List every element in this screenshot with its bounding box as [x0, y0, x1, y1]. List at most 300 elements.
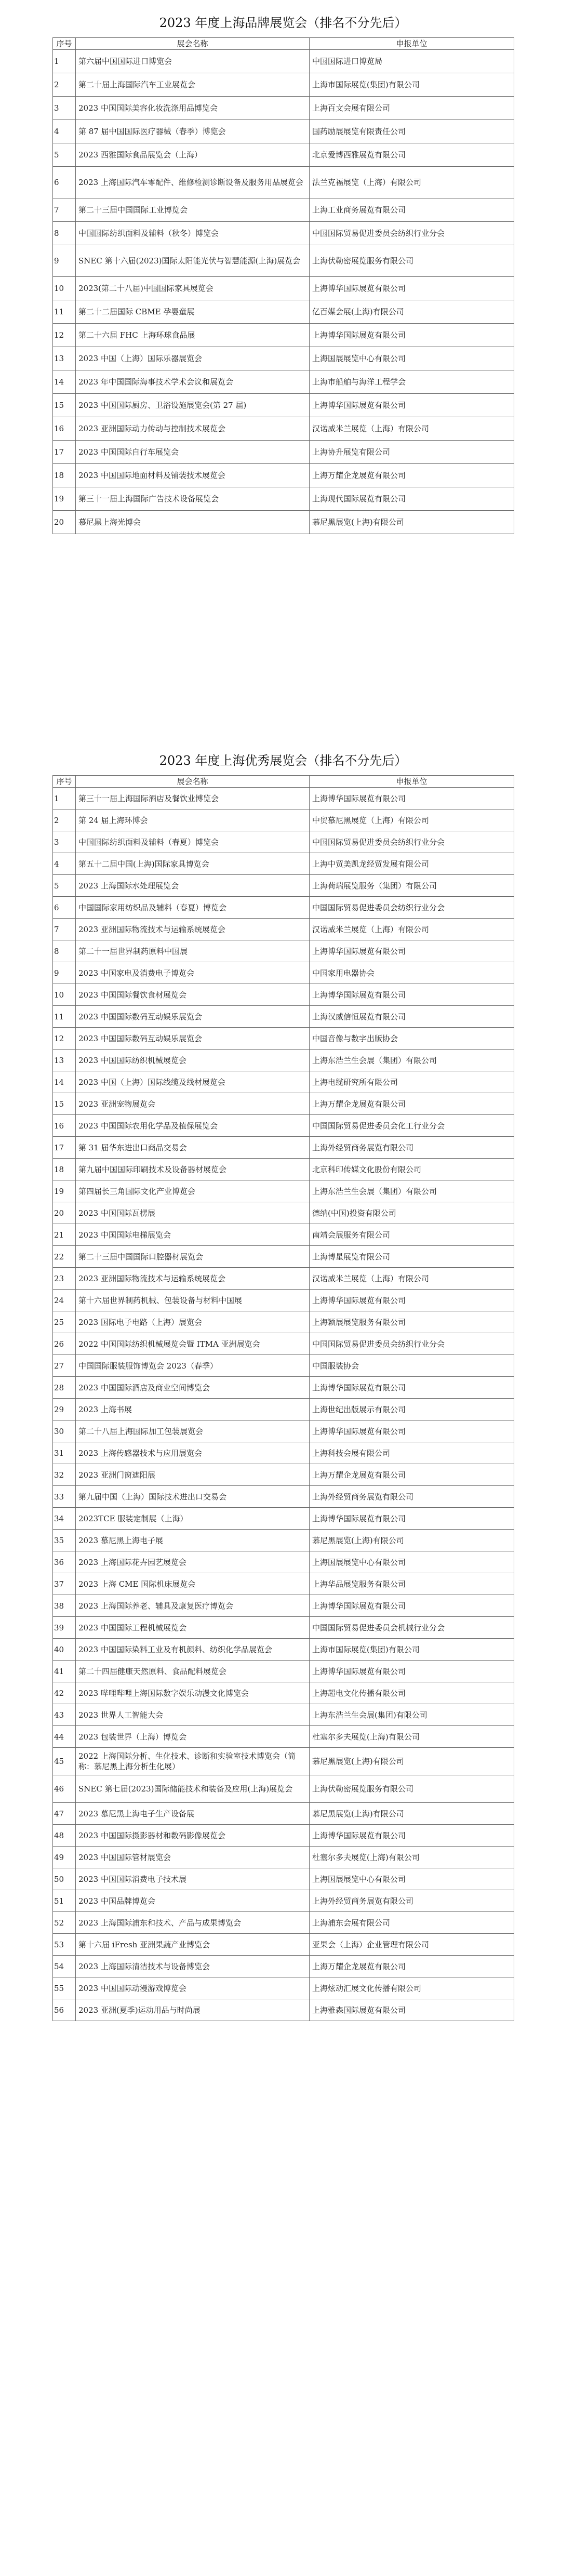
exhibition-name: 第三十一届上海国际酒店及餐饮业博览会: [76, 788, 310, 809]
table-row: [53, 1333, 514, 1355]
brand-exhibition-section: [52, 16, 514, 534]
exhibition-name: 2023 中国国际地面材料及铺装技术展览会: [76, 464, 310, 487]
table-row: [53, 167, 514, 198]
exhibition-name: 2023 中国（上海）国际线缆及线材展览会: [76, 1071, 310, 1093]
exhibition-name: 2023 上海国际汽车零配件、维修检测诊断设备及服务用品展览会: [76, 167, 310, 198]
table-row: [53, 1290, 514, 1311]
row-number: 16: [53, 1115, 76, 1137]
applicant-name: 上海市国际展览(集团)有限公司: [310, 73, 514, 97]
row-number: 54: [53, 1956, 76, 1977]
row-number: 39: [53, 1617, 76, 1639]
row-number: 25: [53, 1311, 76, 1333]
row-number: 53: [53, 1934, 76, 1956]
table-row: [53, 1999, 514, 2021]
row-number: 33: [53, 1486, 76, 1508]
row-number: 8: [53, 222, 76, 245]
header-exhibition-name: 展会名称: [76, 38, 310, 50]
row-number: 9: [53, 245, 76, 277]
row-number: 56: [53, 1999, 76, 2021]
table-row: [53, 1028, 514, 1050]
applicant-name: 上海博华国际展览有限公司: [310, 1825, 514, 1847]
table-row: [53, 1890, 514, 1912]
row-number: 4: [53, 120, 76, 143]
table-row: [53, 788, 514, 809]
exhibition-name: 2023 上海 CME 国际机床展览会: [76, 1573, 310, 1595]
exhibition-name: 2023 中国国际管材展览会: [76, 1847, 310, 1868]
applicant-name: 中国国际贸易促进委员会纺织行业分会: [310, 222, 514, 245]
excellent-section-title: 2023 年度上海优秀展览会（排名不分先后）: [159, 753, 407, 768]
table-row: [53, 1551, 514, 1573]
table-row: [53, 324, 514, 347]
table-row: [53, 1825, 514, 1847]
row-number: 22: [53, 1246, 76, 1268]
row-number: 43: [53, 1704, 76, 1726]
applicant-name: 上海颖展展览服务有限公司: [310, 1311, 514, 1333]
row-number: 13: [53, 347, 76, 370]
table-row: [53, 441, 514, 464]
row-number: 38: [53, 1595, 76, 1617]
exhibition-name: SNEC 第十六届(2023)国际太阳能光伏与智慧能源(上海)展览会: [76, 245, 310, 277]
applicant-name: 南靖会展服务有限公司: [310, 1224, 514, 1246]
exhibition-name: 2023 中国国际酒店及商业空间博览会: [76, 1377, 310, 1399]
exhibition-name: 2023 国际电子电路（上海）展览会: [76, 1311, 310, 1333]
exhibition-name: 2023 中国国际电梯展览会: [76, 1224, 310, 1246]
exhibition-name: 第二十三届中国国际工业博览会: [76, 198, 310, 222]
row-number: 18: [53, 1159, 76, 1180]
row-number: 14: [53, 370, 76, 394]
applicant-name: 上海外经贸商务展览有限公司: [310, 1137, 514, 1159]
table-row: [53, 1355, 514, 1377]
exhibition-name: 第二十四届健康天然原料、食品配料展览会: [76, 1661, 310, 1682]
exhibition-name: 第五十二届中国(上海)国际家具博览会: [76, 853, 310, 875]
exhibition-name: 第 87 届中国国际医疗器械（春季）博览会: [76, 120, 310, 143]
applicant-name: 中国音像与数字出版协会: [310, 1028, 514, 1050]
exhibition-name: 2023 上海国际花卉园艺展览会: [76, 1551, 310, 1573]
table-row: [53, 277, 514, 300]
applicant-name: 上海博华国际展览有限公司: [310, 984, 514, 1006]
table-row: [53, 97, 514, 120]
row-number: 10: [53, 277, 76, 300]
applicant-name: 中国国际进口博览局: [310, 50, 514, 73]
table-row: [53, 1420, 514, 1442]
applicant-name: 上海汉威信恒展览有限公司: [310, 1006, 514, 1028]
row-number: 49: [53, 1847, 76, 1868]
row-number: 8: [53, 940, 76, 962]
row-number: 48: [53, 1825, 76, 1847]
table-row: [53, 1661, 514, 1682]
row-number: 4: [53, 853, 76, 875]
row-number: 11: [53, 300, 76, 324]
applicant-name: 上海博华国际展览有限公司: [310, 1377, 514, 1399]
table-row: [53, 1847, 514, 1868]
exhibition-name: 第二十届上海国际汽车工业展览会: [76, 73, 310, 97]
applicant-name: 上海万耀企龙展览有限公司: [310, 464, 514, 487]
applicant-name: 汉诺威米兰展览（上海）有限公司: [310, 417, 514, 441]
table-row: [53, 1639, 514, 1661]
table-row: [53, 198, 514, 222]
applicant-name: 上海伏勒密展览服务有限公司: [310, 245, 514, 277]
applicant-name: 上海博华国际展览有限公司: [310, 1661, 514, 1682]
row-number: 1: [53, 50, 76, 73]
row-number: 46: [53, 1775, 76, 1803]
exhibition-name: 第 24 届上海环博会: [76, 809, 310, 831]
applicant-name: 上海国展展览中心有限公司: [310, 1868, 514, 1890]
exhibition-name: 2023 世界人工智能大会: [76, 1704, 310, 1726]
applicant-name: 上海外经贸商务展览有限公司: [310, 1890, 514, 1912]
exhibition-name: 第三十一届上海国际广告技术设备展览会: [76, 487, 310, 511]
exhibition-name: 2023 亚洲门窗遮阳展: [76, 1464, 310, 1486]
row-number: 44: [53, 1726, 76, 1748]
table-row: [53, 962, 514, 984]
exhibition-name: 2023TCE 服装定制展（上海）: [76, 1508, 310, 1530]
table-row: [53, 1868, 514, 1890]
applicant-name: 上海协升展览有限公司: [310, 441, 514, 464]
exhibition-name: 第二十六届 FHC 上海环球食品展: [76, 324, 310, 347]
table-row: [53, 1748, 514, 1775]
exhibition-name: 2023 中国国际动漫游戏博览会: [76, 1977, 310, 1999]
applicant-name: 上海华品展览服务有限公司: [310, 1573, 514, 1595]
exhibition-name: 2023 亚洲国际动力传动与控制技术展览会: [76, 417, 310, 441]
exhibition-name: 2023 上海国际清洁技术与设备博览会: [76, 1956, 310, 1977]
exhibition-name: 2023 中国国际纺织机械展览会: [76, 1050, 310, 1071]
applicant-name: 上海博华国际展览有限公司: [310, 1290, 514, 1311]
table-row: [53, 940, 514, 962]
exhibition-name: 2023 中国国际消费电子技术展: [76, 1868, 310, 1890]
exhibition-name: SNEC 第七届(2023)国际储能技术和装备及应用(上海)展览会: [76, 1775, 310, 1803]
applicant-name: 上海东浩兰生会展（集团）有限公司: [310, 1180, 514, 1202]
applicant-name: 慕尼黑展览(上海)有限公司: [310, 1530, 514, 1551]
applicant-name: 汉诺威米兰展览（上海）有限公司: [310, 919, 514, 940]
exhibition-name: 第二十三届中国国际口腔器材展览会: [76, 1246, 310, 1268]
applicant-name: 慕尼黑展览(上海)有限公司: [310, 1803, 514, 1825]
applicant-name: 亿百媒会展(上海)有限公司: [310, 300, 514, 324]
exhibition-name: 2023 亚洲(夏季)运动用品与时尚展: [76, 1999, 310, 2021]
table-row: [53, 853, 514, 875]
table-row: [53, 143, 514, 167]
brand-exhibition-table: [52, 37, 514, 534]
table-row: [53, 809, 514, 831]
applicant-name: 中国国际贸易促进委员会纺织行业分会: [310, 1333, 514, 1355]
row-number: 27: [53, 1355, 76, 1377]
table-row: [53, 50, 514, 73]
applicant-name: 上海万耀企龙展览有限公司: [310, 1956, 514, 1977]
row-number: 30: [53, 1420, 76, 1442]
exhibition-name: 2023 年中国国际海事技术学术会议和展览会: [76, 370, 310, 394]
applicant-name: 中国家用电器协会: [310, 962, 514, 984]
row-number: 15: [53, 394, 76, 417]
exhibition-name: 中国国际家用纺织品及辅料（春夏）博览会: [76, 897, 310, 919]
exhibition-name: 第九届中国（上海）国际技术进出口交易会: [76, 1486, 310, 1508]
exhibition-name: 第十六届世界制药机械、包装设备与材料中国展: [76, 1290, 310, 1311]
table-row: [53, 1704, 514, 1726]
table-row: [53, 1530, 514, 1551]
applicant-name: 中国国际贸易促进委员会纺织行业分会: [310, 897, 514, 919]
applicant-name: 上海国展展览中心有限公司: [310, 347, 514, 370]
table-row: [53, 1464, 514, 1486]
table-row: [53, 1912, 514, 1934]
row-number: 6: [53, 897, 76, 919]
applicant-name: 上海博华国际展览有限公司: [310, 1420, 514, 1442]
applicant-name: 上海万耀企龙展览有限公司: [310, 1093, 514, 1115]
exhibition-name: 2023 亚洲国际物流技术与运输系统展览会: [76, 1268, 310, 1290]
excellent-exhibition-section: [52, 753, 514, 2021]
table-row: [53, 1093, 514, 1115]
exhibition-name: 2023 上海国际养老、辅具及康复医疗博览会: [76, 1595, 310, 1617]
exhibition-name: 中国国际纺织面料及辅料（秋冬）博览会: [76, 222, 310, 245]
row-number: 18: [53, 464, 76, 487]
exhibition-name: 2023 哔哩哔哩上海国际数字娱乐动漫文化博览会: [76, 1682, 310, 1704]
row-number: 28: [53, 1377, 76, 1399]
table-row: [53, 1977, 514, 1999]
table-row: [53, 1803, 514, 1825]
row-number: 15: [53, 1093, 76, 1115]
applicant-name: 上海现代国际展览有限公司: [310, 487, 514, 511]
row-number: 29: [53, 1399, 76, 1420]
table-row: [53, 1202, 514, 1224]
exhibition-name: 2023 中国国际美容化妆洗涤用品博览会: [76, 97, 310, 120]
table-header-row: [53, 38, 514, 50]
exhibition-name: 第九届中国国际印刷技术及设备器材展览会: [76, 1159, 310, 1180]
table-row: [53, 1595, 514, 1617]
exhibition-name: 2022 上海国际分析、生化技术、诊断和实验室技术博览会（简称：慕尼黑上海分析生化展）: [76, 1748, 310, 1775]
row-number: 5: [53, 875, 76, 897]
applicant-name: 上海博华国际展览有限公司: [310, 1508, 514, 1530]
applicant-name: 上海雅森国际展览有限公司: [310, 1999, 514, 2021]
applicant-name: 亚果会（上海）企业管理有限公司: [310, 1934, 514, 1956]
exhibition-name: 2023 中国国际数码互动娱乐展览会: [76, 1006, 310, 1028]
row-number: 12: [53, 324, 76, 347]
applicant-name: 上海电缆研究所有限公司: [310, 1071, 514, 1093]
row-number: 16: [53, 417, 76, 441]
applicant-name: 中国服装协会: [310, 1355, 514, 1377]
applicant-name: 上海科技会展有限公司: [310, 1442, 514, 1464]
row-number: 1: [53, 788, 76, 809]
row-number: 51: [53, 1890, 76, 1912]
table-row: [53, 120, 514, 143]
applicant-name: 慕尼黑展览(上海)有限公司: [310, 1748, 514, 1775]
exhibition-name: 2023 中国国际染料工业及有机颜料、纺织化学品展览会: [76, 1639, 310, 1661]
exhibition-name: 中国国际纺织面料及辅料（春夏）博览会: [76, 831, 310, 853]
table-row: [53, 1137, 514, 1159]
applicant-name: 法兰克福展览（上海）有限公司: [310, 167, 514, 198]
applicant-name: 上海博华国际展览有限公司: [310, 940, 514, 962]
table-row: [53, 73, 514, 97]
exhibition-name: 第四届长三角国际文化产业博览会: [76, 1180, 310, 1202]
row-number: 2: [53, 73, 76, 97]
row-number: 12: [53, 1028, 76, 1050]
exhibition-name: 2023 中国（上海）国际乐器展览会: [76, 347, 310, 370]
row-number: 55: [53, 1977, 76, 1999]
row-number: 20: [53, 1202, 76, 1224]
applicant-name: 上海博华国际展览有限公司: [310, 324, 514, 347]
row-number: 42: [53, 1682, 76, 1704]
table-row: [53, 1311, 514, 1333]
exhibition-name: 2023 上海传感器技术与应用展览会: [76, 1442, 310, 1464]
table-row: [53, 1617, 514, 1639]
row-number: 45: [53, 1748, 76, 1775]
table-row: [53, 1934, 514, 1956]
row-number: 52: [53, 1912, 76, 1934]
row-number: 19: [53, 1180, 76, 1202]
table-row: [53, 1775, 514, 1803]
table-row: [53, 984, 514, 1006]
applicant-name: 上海外经贸商务展览有限公司: [310, 1486, 514, 1508]
exhibition-name: 第六届中国国际进口博览会: [76, 50, 310, 73]
brand-section-title: 2023 年度上海品牌展览会（排名不分先后）: [159, 16, 407, 30]
row-number: 3: [53, 97, 76, 120]
row-number: 10: [53, 984, 76, 1006]
table-row: [53, 370, 514, 394]
table-row: [53, 1268, 514, 1290]
applicant-name: 中国国际贸易促进委员会化工行业分会: [310, 1115, 514, 1137]
applicant-name: 慕尼黑展览(上海)有限公司: [310, 511, 514, 534]
exhibition-name: 2023 慕尼黑上海电子生产设备展: [76, 1803, 310, 1825]
header-applicant: 申报单位: [310, 776, 514, 788]
applicant-name: 上海百文会展有限公司: [310, 97, 514, 120]
applicant-name: 上海万耀企龙展览有限公司: [310, 1464, 514, 1486]
excellent-exhibition-table: [52, 775, 514, 2021]
table-row: [53, 1246, 514, 1268]
header-applicant: 申报单位: [310, 38, 514, 50]
exhibition-name: 2023 中国国际摄影器材和数码影像展览会: [76, 1825, 310, 1847]
exhibition-name: 2023 亚洲宠物展览会: [76, 1093, 310, 1115]
exhibition-name: 2023 中国国际工程机械展览会: [76, 1617, 310, 1639]
row-number: 19: [53, 487, 76, 511]
row-number: 34: [53, 1508, 76, 1530]
exhibition-name: 2023 中国国际瓦楞展: [76, 1202, 310, 1224]
exhibition-name: 2023 上海国际水处理展览会: [76, 875, 310, 897]
table-row: [53, 919, 514, 940]
row-number: 7: [53, 919, 76, 940]
table-row: [53, 487, 514, 511]
table-row: [53, 1224, 514, 1246]
exhibition-name: 2023(第二十八届)中国国际家具展览会: [76, 277, 310, 300]
row-number: 40: [53, 1639, 76, 1661]
applicant-name: 德纳(中国)投资有限公司: [310, 1202, 514, 1224]
applicant-name: 国药励展展览有限责任公司: [310, 120, 514, 143]
row-number: 7: [53, 198, 76, 222]
applicant-name: 上海工业商务展览有限公司: [310, 198, 514, 222]
header-number: 序号: [53, 38, 76, 50]
applicant-name: 上海中贸美凯龙经贸发展有限公司: [310, 853, 514, 875]
table-row: [53, 1442, 514, 1464]
exhibition-name: 第二十一届世界制药原料中国展: [76, 940, 310, 962]
table-row: [53, 1180, 514, 1202]
table-row: [53, 222, 514, 245]
applicant-name: 上海浦东会展有限公司: [310, 1912, 514, 1934]
table-row: [53, 1399, 514, 1420]
exhibition-name: 2023 西雅国际食品展览会（上海）: [76, 143, 310, 167]
row-number: 17: [53, 441, 76, 464]
exhibition-name: 2023 中国家电及消费电子博览会: [76, 962, 310, 984]
row-number: 11: [53, 1006, 76, 1028]
exhibition-name: 慕尼黑上海光博会: [76, 511, 310, 534]
applicant-name: 上海世纪出版展示有限公司: [310, 1399, 514, 1420]
exhibition-name: 2023 慕尼黑上海电子展: [76, 1530, 310, 1551]
row-number: 3: [53, 831, 76, 853]
table-row: [53, 464, 514, 487]
applicant-name: 上海博华国际展览有限公司: [310, 1595, 514, 1617]
exhibition-name: 2023 中国国际厨房、卫浴设施展览会(第 27 届): [76, 394, 310, 417]
row-number: 21: [53, 1224, 76, 1246]
applicant-name: 上海超电文化传播有限公司: [310, 1682, 514, 1704]
applicant-name: 上海博华国际展览有限公司: [310, 277, 514, 300]
table-header-row: [53, 776, 514, 788]
exhibition-name: 2022 中国国际纺织机械展览会暨 ITMA 亚洲展览会: [76, 1333, 310, 1355]
applicant-name: 杜塞尔多夫展览(上海)有限公司: [310, 1726, 514, 1748]
applicant-name: 上海博华国际展览有限公司: [310, 394, 514, 417]
table-row: [53, 1377, 514, 1399]
table-row: [53, 1956, 514, 1977]
table-row: [53, 1159, 514, 1180]
applicant-name: 上海炫动汇展文化传播有限公司: [310, 1977, 514, 1999]
table-row: [53, 1115, 514, 1137]
applicant-name: 上海市国际展览(集团)有限公司: [310, 1639, 514, 1661]
table-row: [53, 1726, 514, 1748]
applicant-name: 上海伏勒密展览服务有限公司: [310, 1775, 514, 1803]
table-row: [53, 1486, 514, 1508]
row-number: 50: [53, 1868, 76, 1890]
exhibition-name: 第二十二届国际 CBME 孕婴童展: [76, 300, 310, 324]
applicant-name: 汉诺威米兰展览（上海）有限公司: [310, 1268, 514, 1290]
exhibition-name: 2023 包装世界（上海）博览会: [76, 1726, 310, 1748]
row-number: 5: [53, 143, 76, 167]
row-number: 6: [53, 167, 76, 198]
applicant-name: 上海东浩兰生会展(集团)有限公司: [310, 1704, 514, 1726]
header-number: 序号: [53, 776, 76, 788]
table-row: [53, 831, 514, 853]
applicant-name: 中贸慕尼黑展览（上海）有限公司: [310, 809, 514, 831]
row-number: 41: [53, 1661, 76, 1682]
exhibition-name: 第 31 届华东进出口商品交易会: [76, 1137, 310, 1159]
exhibition-name: 2023 中国国际农用化学品及植保展览会: [76, 1115, 310, 1137]
table-row: [53, 1006, 514, 1028]
table-row: [53, 511, 514, 534]
row-number: 13: [53, 1050, 76, 1071]
table-row: [53, 875, 514, 897]
applicant-name: 北京科印传媒文化股份有限公司: [310, 1159, 514, 1180]
applicant-name: 北京爱博西雅展览有限公司: [310, 143, 514, 167]
row-number: 20: [53, 511, 76, 534]
table-row: [53, 1573, 514, 1595]
table-row: [53, 394, 514, 417]
table-row: [53, 897, 514, 919]
row-number: 35: [53, 1530, 76, 1551]
exhibition-name: 2023 上海书展: [76, 1399, 310, 1420]
applicant-name: 杜塞尔多夫展览(上海)有限公司: [310, 1847, 514, 1868]
applicant-name: 上海博星展览有限公司: [310, 1246, 514, 1268]
row-number: 24: [53, 1290, 76, 1311]
table-row: [53, 1050, 514, 1071]
exhibition-name: 2023 上海国际浦东和技术、产品与成果博览会: [76, 1912, 310, 1934]
table-row: [53, 1071, 514, 1093]
row-number: 47: [53, 1803, 76, 1825]
header-exhibition-name: 展会名称: [76, 776, 310, 788]
exhibition-name: 第十六届 iFresh 亚洲果蔬产业博览会: [76, 1934, 310, 1956]
table-row: [53, 347, 514, 370]
row-number: 36: [53, 1551, 76, 1573]
exhibition-name: 2023 亚洲国际物流技术与运输系统展览会: [76, 919, 310, 940]
table-row: [53, 1508, 514, 1530]
exhibition-name: 第二十八届上海国际加工包装展览会: [76, 1420, 310, 1442]
row-number: 14: [53, 1071, 76, 1093]
row-number: 31: [53, 1442, 76, 1464]
table-row: [53, 300, 514, 324]
row-number: 37: [53, 1573, 76, 1595]
exhibition-name: 2023 中国品牌博览会: [76, 1890, 310, 1912]
row-number: 23: [53, 1268, 76, 1290]
exhibition-name: 中国国际服装服饰博览会 2023（春季）: [76, 1355, 310, 1377]
